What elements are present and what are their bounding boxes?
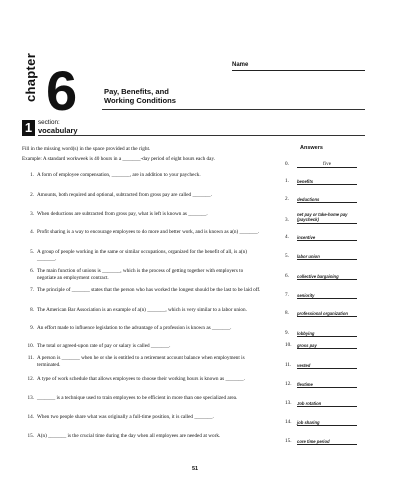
answer-1[interactable]: 1. benefits: [285, 178, 365, 185]
answer-10[interactable]: 10. gross pay: [285, 342, 365, 349]
question-13: 13. _______ is a technique used to train employees to be efficient in more than one specialized area.: [27, 395, 238, 401]
answer-7[interactable]: 7. seniority: [285, 292, 365, 299]
name-line: [232, 70, 365, 71]
answer-8[interactable]: 8. professional organization: [285, 310, 365, 317]
answer-blank[interactable]: flextime: [297, 382, 357, 388]
page-number: 51: [192, 466, 199, 472]
section-title: vocabulary: [38, 126, 78, 135]
answer-blank[interactable]: collective bargaining: [297, 274, 357, 280]
question-10: 10. The total or agreed-upon rate of pay or salary is called _______.: [27, 343, 171, 349]
answer-5[interactable]: 5. labor union: [285, 253, 365, 260]
title-rule: [102, 109, 365, 110]
example-answer-number: 0.: [285, 161, 289, 167]
question-5: 5. A group of people working in the same or similar occupations, organized for the benefit of all, is a(n) _______.: [30, 249, 247, 262]
example-answer-blank: five: [297, 162, 357, 168]
question-1: 1. A form of employee compensation, _______, are in addition to your paycheck.: [30, 172, 201, 178]
chapter-word: chapter: [23, 52, 38, 102]
answer-blank[interactable]: incentive: [297, 235, 357, 241]
question-3: 3. When deductions are subtracted from gross pay, what is left is known as _______.: [30, 211, 208, 217]
section-number-badge: 1: [22, 120, 35, 136]
question-7: 7. The principle of _______ states that the person who has worked the longest should be the last to be laid off.: [30, 287, 261, 293]
answer-blank[interactable]: Job rotation: [297, 401, 357, 407]
answer-15[interactable]: 15. core time period: [285, 438, 365, 445]
answer-blank[interactable]: net pay or take-home pay (paycheck): [297, 213, 357, 224]
question-12: 12. A type of work schedule that allows employees to choose their working hours is known as _______.: [27, 376, 245, 382]
answer-blank[interactable]: lobbying: [297, 331, 357, 337]
answer-6[interactable]: 6. collective bargaining: [285, 273, 365, 280]
answer-blank[interactable]: professional organization: [297, 311, 357, 317]
answers-heading: Answers: [300, 145, 323, 151]
answer-blank[interactable]: job sharing: [297, 420, 357, 426]
answer-blank[interactable]: seniority: [297, 293, 357, 299]
answer-blank[interactable]: gross pay: [297, 343, 357, 349]
question-9: 9. An effort made to influence legislation to the advantage of a profession is known as _______.: [30, 325, 232, 331]
question-11: 11. A person is _______ when he or she is entitled to a retirement account balance when employment is terminated.: [27, 355, 245, 368]
question-2: 2. Amounts, both required and optional, subtracted from gross pay are called _______.: [30, 192, 212, 198]
answer-blank[interactable]: deductions: [297, 197, 357, 203]
section-word: section:: [38, 119, 60, 126]
name-label: Name: [232, 62, 249, 68]
instructions: Fill in the missing word(s) in the space provided at the right.: [22, 146, 151, 152]
answer-11[interactable]: 11. vested: [285, 362, 365, 369]
chapter-title-line2: Working Conditions: [104, 96, 176, 105]
answer-blank[interactable]: core time period: [297, 439, 357, 445]
question-15: 15. A(n) _______ is the crucial time during the day when all employees are needed at work.: [27, 433, 221, 439]
chapter-title: [104, 87, 224, 105]
answer-13[interactable]: 13. Job rotation: [285, 400, 365, 407]
question-4: 4. Profit sharing is a way to encourage employees to do more and better work, and is known as a(n) _______.: [30, 229, 259, 235]
answer-3[interactable]: 3.net pay or take-home pay (paycheck): [285, 213, 365, 224]
answer-14[interactable]: 14. job sharing: [285, 419, 365, 426]
answer-4[interactable]: 4. incentive: [285, 234, 365, 241]
question-14: 14. When two people share what was originally a full-time position, it is called _______.: [27, 414, 214, 420]
answer-2[interactable]: 2. deductions: [285, 196, 365, 203]
answer-blank[interactable]: labor union: [297, 254, 357, 260]
answer-blank[interactable]: vested: [297, 363, 357, 369]
answer-blank[interactable]: benefits: [297, 179, 357, 185]
question-6: 6. The main function of unions is _______, which is the process of getting together with employers to negotiate an employment contract.: [30, 268, 244, 281]
answer-9[interactable]: 9. lobbying: [285, 330, 365, 337]
example-answer: [285, 161, 365, 168]
chapter-title-line1: Pay, Benefits, and: [104, 87, 169, 96]
example-text: Example: A standard workweek is 40 hours in a _______-day period of eight hours each day.: [22, 156, 215, 162]
section-rule: [38, 135, 365, 136]
chapter-number: 6: [46, 59, 78, 122]
question-8: 8. The American Bar Association is an example of a(n) _______, which is very similar to a labor union.: [30, 307, 247, 313]
answer-12[interactable]: 12. flextime: [285, 381, 365, 388]
